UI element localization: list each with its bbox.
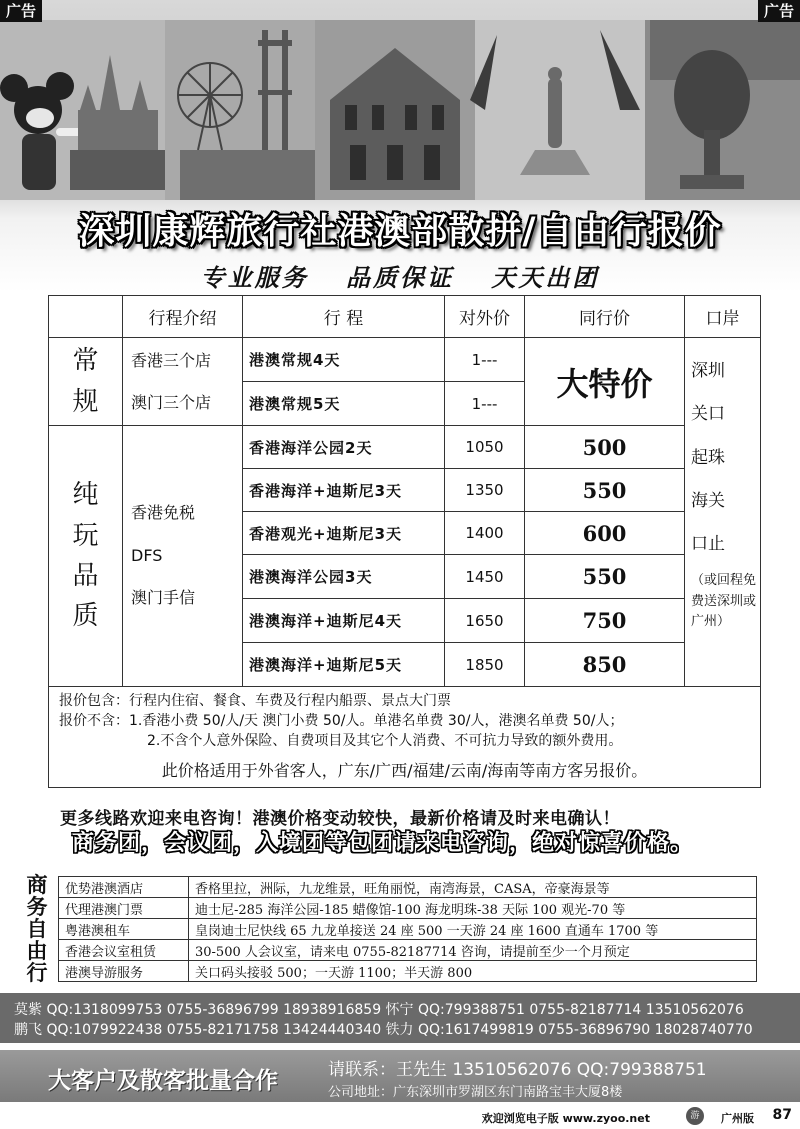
business-value: 皇岗迪士尼快线 65 九龙单接送 24 座 500 一天游 24 座 1600 直通车 1700 等 bbox=[189, 919, 757, 940]
peer-price: 850 bbox=[525, 643, 685, 687]
table-row bbox=[49, 426, 761, 469]
peer-price-special: 大特价 bbox=[525, 338, 685, 426]
header-peer-price: 同行价 bbox=[525, 296, 685, 338]
page-title: 深圳康辉旅行社港澳部散拼/自由行报价 bbox=[78, 210, 722, 252]
port-item: 起珠 bbox=[691, 447, 725, 468]
intro-regular bbox=[123, 338, 243, 426]
external-price: 1650 bbox=[445, 599, 525, 643]
hero-banner bbox=[0, 0, 800, 292]
header-external-price: 对外价 bbox=[445, 296, 525, 338]
table-row bbox=[59, 898, 757, 919]
category-pure-label bbox=[49, 475, 122, 636]
table-row bbox=[59, 919, 757, 940]
port-item: 深圳 bbox=[691, 361, 725, 381]
port-item: 海关 bbox=[691, 491, 725, 512]
intro-item: 澳门手信 bbox=[131, 588, 196, 608]
business-value: 关口码头接驳 500；一天游 1100；半天游 800 bbox=[189, 961, 757, 982]
business-value: 30-500 人会议室，请来电 0755-82187714 咨询，请提前至少一个月预定 bbox=[189, 940, 757, 961]
external-price: 1050 bbox=[445, 426, 525, 469]
port-item: 口止 bbox=[691, 534, 725, 555]
peer-price: 550 bbox=[525, 469, 685, 512]
header-intro: 行程介绍 bbox=[123, 296, 243, 338]
table-row bbox=[49, 338, 761, 382]
notes-audience: 此价格适用于外省客人，广东/广西/福建/云南/海南等南方客另报价。 bbox=[161, 761, 648, 780]
category-regular-label bbox=[49, 341, 122, 422]
contact-row: 莫紫 QQ:1318099753 0755-36896799 18938916859 怀宁 QQ:799388751 0755-82187714 13510562076 bbox=[14, 1002, 744, 1018]
footer-website-text: 欢迎浏览电子版 www.zyoo.net bbox=[481, 1112, 650, 1125]
peer-price: 550 bbox=[525, 555, 685, 599]
intro-item: DFS bbox=[131, 545, 163, 565]
route-name: 港澳海洋+迪斯尼4天 bbox=[243, 599, 445, 643]
port-item: 关口 bbox=[691, 404, 725, 425]
category-char: 品 bbox=[72, 561, 99, 591]
header-blank bbox=[49, 296, 123, 338]
table-row bbox=[59, 940, 757, 961]
price-table bbox=[48, 295, 761, 788]
notes-exclude-1: 报价不含：1.香港小费 50/人/天 澳门小费 50/人。单港名单费 30/人，港澳名单费 50/人； bbox=[59, 713, 624, 729]
contact-row: 鹏飞 QQ:1079922438 0755-82171758 13424440340 铁力 QQ:1617499819 0755-36896790 18028740770 bbox=[14, 1022, 753, 1038]
business-value: 香格里拉，洲际，九龙维景，旺角丽悦，南湾海景，CASA，帝豪海景等 bbox=[189, 877, 757, 898]
peer-price: 500 bbox=[525, 426, 685, 469]
header-port: 口岸 bbox=[685, 296, 761, 338]
business-label: 粤港澳租车 bbox=[59, 919, 189, 940]
side-char: 由 bbox=[26, 939, 48, 963]
category-char: 规 bbox=[72, 386, 99, 417]
intro-item: 澳门三个店 bbox=[131, 392, 212, 412]
business-label: 代理港澳门票 bbox=[59, 898, 189, 919]
publisher-logo-icon: 游 bbox=[686, 1107, 704, 1125]
contact-band bbox=[0, 993, 800, 1043]
route-name: 港澳海洋+迪斯尼5天 bbox=[243, 643, 445, 687]
external-price: 1--- bbox=[445, 382, 525, 426]
table-row bbox=[59, 961, 757, 982]
intro-item: 香港三个店 bbox=[131, 350, 212, 370]
port-column bbox=[685, 338, 761, 687]
category-char: 质 bbox=[72, 601, 99, 632]
business-label: 优势港澳酒店 bbox=[59, 877, 189, 898]
route-name: 香港观光+迪斯尼3天 bbox=[243, 512, 445, 555]
external-price: 1--- bbox=[445, 338, 525, 382]
table-row bbox=[59, 877, 757, 898]
notes-include: 报价包含：行程内住宿、餐食、车费及行程内船票、景点大门票 bbox=[59, 693, 451, 709]
peer-price: 750 bbox=[525, 599, 685, 643]
cooperation-band bbox=[0, 1050, 800, 1102]
business-side-label bbox=[22, 874, 52, 986]
notes-row bbox=[49, 687, 761, 788]
more-routes-line: 更多线路欢迎来电咨询！港澳价格变动较快，最新价格请及时来电确认！ bbox=[60, 809, 620, 829]
route-name: 港澳海洋公园3天 bbox=[243, 555, 445, 599]
group-tour-line: 商务团，会议团，入境团等包团请来电咨询，绝对惊喜价格。 bbox=[72, 831, 694, 856]
ad-label-left: 广告 bbox=[0, 0, 42, 22]
ad-label-right: 广告 bbox=[758, 0, 800, 22]
external-price: 1850 bbox=[445, 643, 525, 687]
route-name: 香港海洋公园2天 bbox=[243, 426, 445, 469]
peer-price: 600 bbox=[525, 512, 685, 555]
price-notes bbox=[49, 687, 761, 788]
business-label: 香港会议室租赁 bbox=[59, 940, 189, 961]
footer-edition: 广州版 bbox=[721, 1112, 754, 1125]
external-price: 1400 bbox=[445, 512, 525, 555]
category-regular bbox=[49, 338, 123, 426]
category-char: 玩 bbox=[72, 520, 99, 551]
business-value: 迪士尼-285 海洋公园-185 蜡像馆-100 海龙明珠-38 天际 100 观光-70 等 bbox=[189, 898, 757, 919]
port-note: （或回程免费送深圳或广州） bbox=[691, 572, 757, 630]
category-char: 纯 bbox=[72, 480, 99, 511]
external-price: 1350 bbox=[445, 469, 525, 512]
cooperation-contact: 请联系：王先生 13510562076 QQ:799388751 bbox=[328, 1060, 707, 1080]
category-pure bbox=[49, 426, 123, 687]
side-char: 商 bbox=[26, 873, 48, 897]
external-price: 1450 bbox=[445, 555, 525, 599]
company-address: 公司地址：广东深圳市罗湖区东门南路宝丰大厦8楼 bbox=[328, 1085, 623, 1100]
header-route: 行 程 bbox=[243, 296, 445, 338]
route-name: 香港海洋+迪斯尼3天 bbox=[243, 469, 445, 512]
route-name: 港澳常规4天 bbox=[243, 338, 445, 382]
intro-pure bbox=[123, 426, 243, 687]
table-header-row bbox=[49, 296, 761, 338]
intro-item: 香港免税 bbox=[131, 503, 196, 523]
hero-slogan: 专业服务 品质保证 天天出团 bbox=[200, 264, 600, 292]
business-table bbox=[58, 876, 757, 982]
cooperation-title: 大客户及散客批量合作 bbox=[48, 1068, 278, 1094]
business-label: 港澳导游服务 bbox=[59, 961, 189, 982]
route-name: 港澳常规5天 bbox=[243, 382, 445, 426]
side-char: 行 bbox=[26, 961, 48, 985]
page-number: 87 bbox=[772, 1107, 792, 1123]
category-char: 常 bbox=[72, 346, 99, 377]
side-char: 自 bbox=[26, 917, 48, 941]
notes-exclude-2: 2.不含个人意外保险、自费项目及其它个人消费、不可抗力导致的额外费用。 bbox=[147, 733, 623, 749]
page-footer bbox=[0, 1104, 800, 1129]
side-char: 务 bbox=[26, 895, 48, 919]
